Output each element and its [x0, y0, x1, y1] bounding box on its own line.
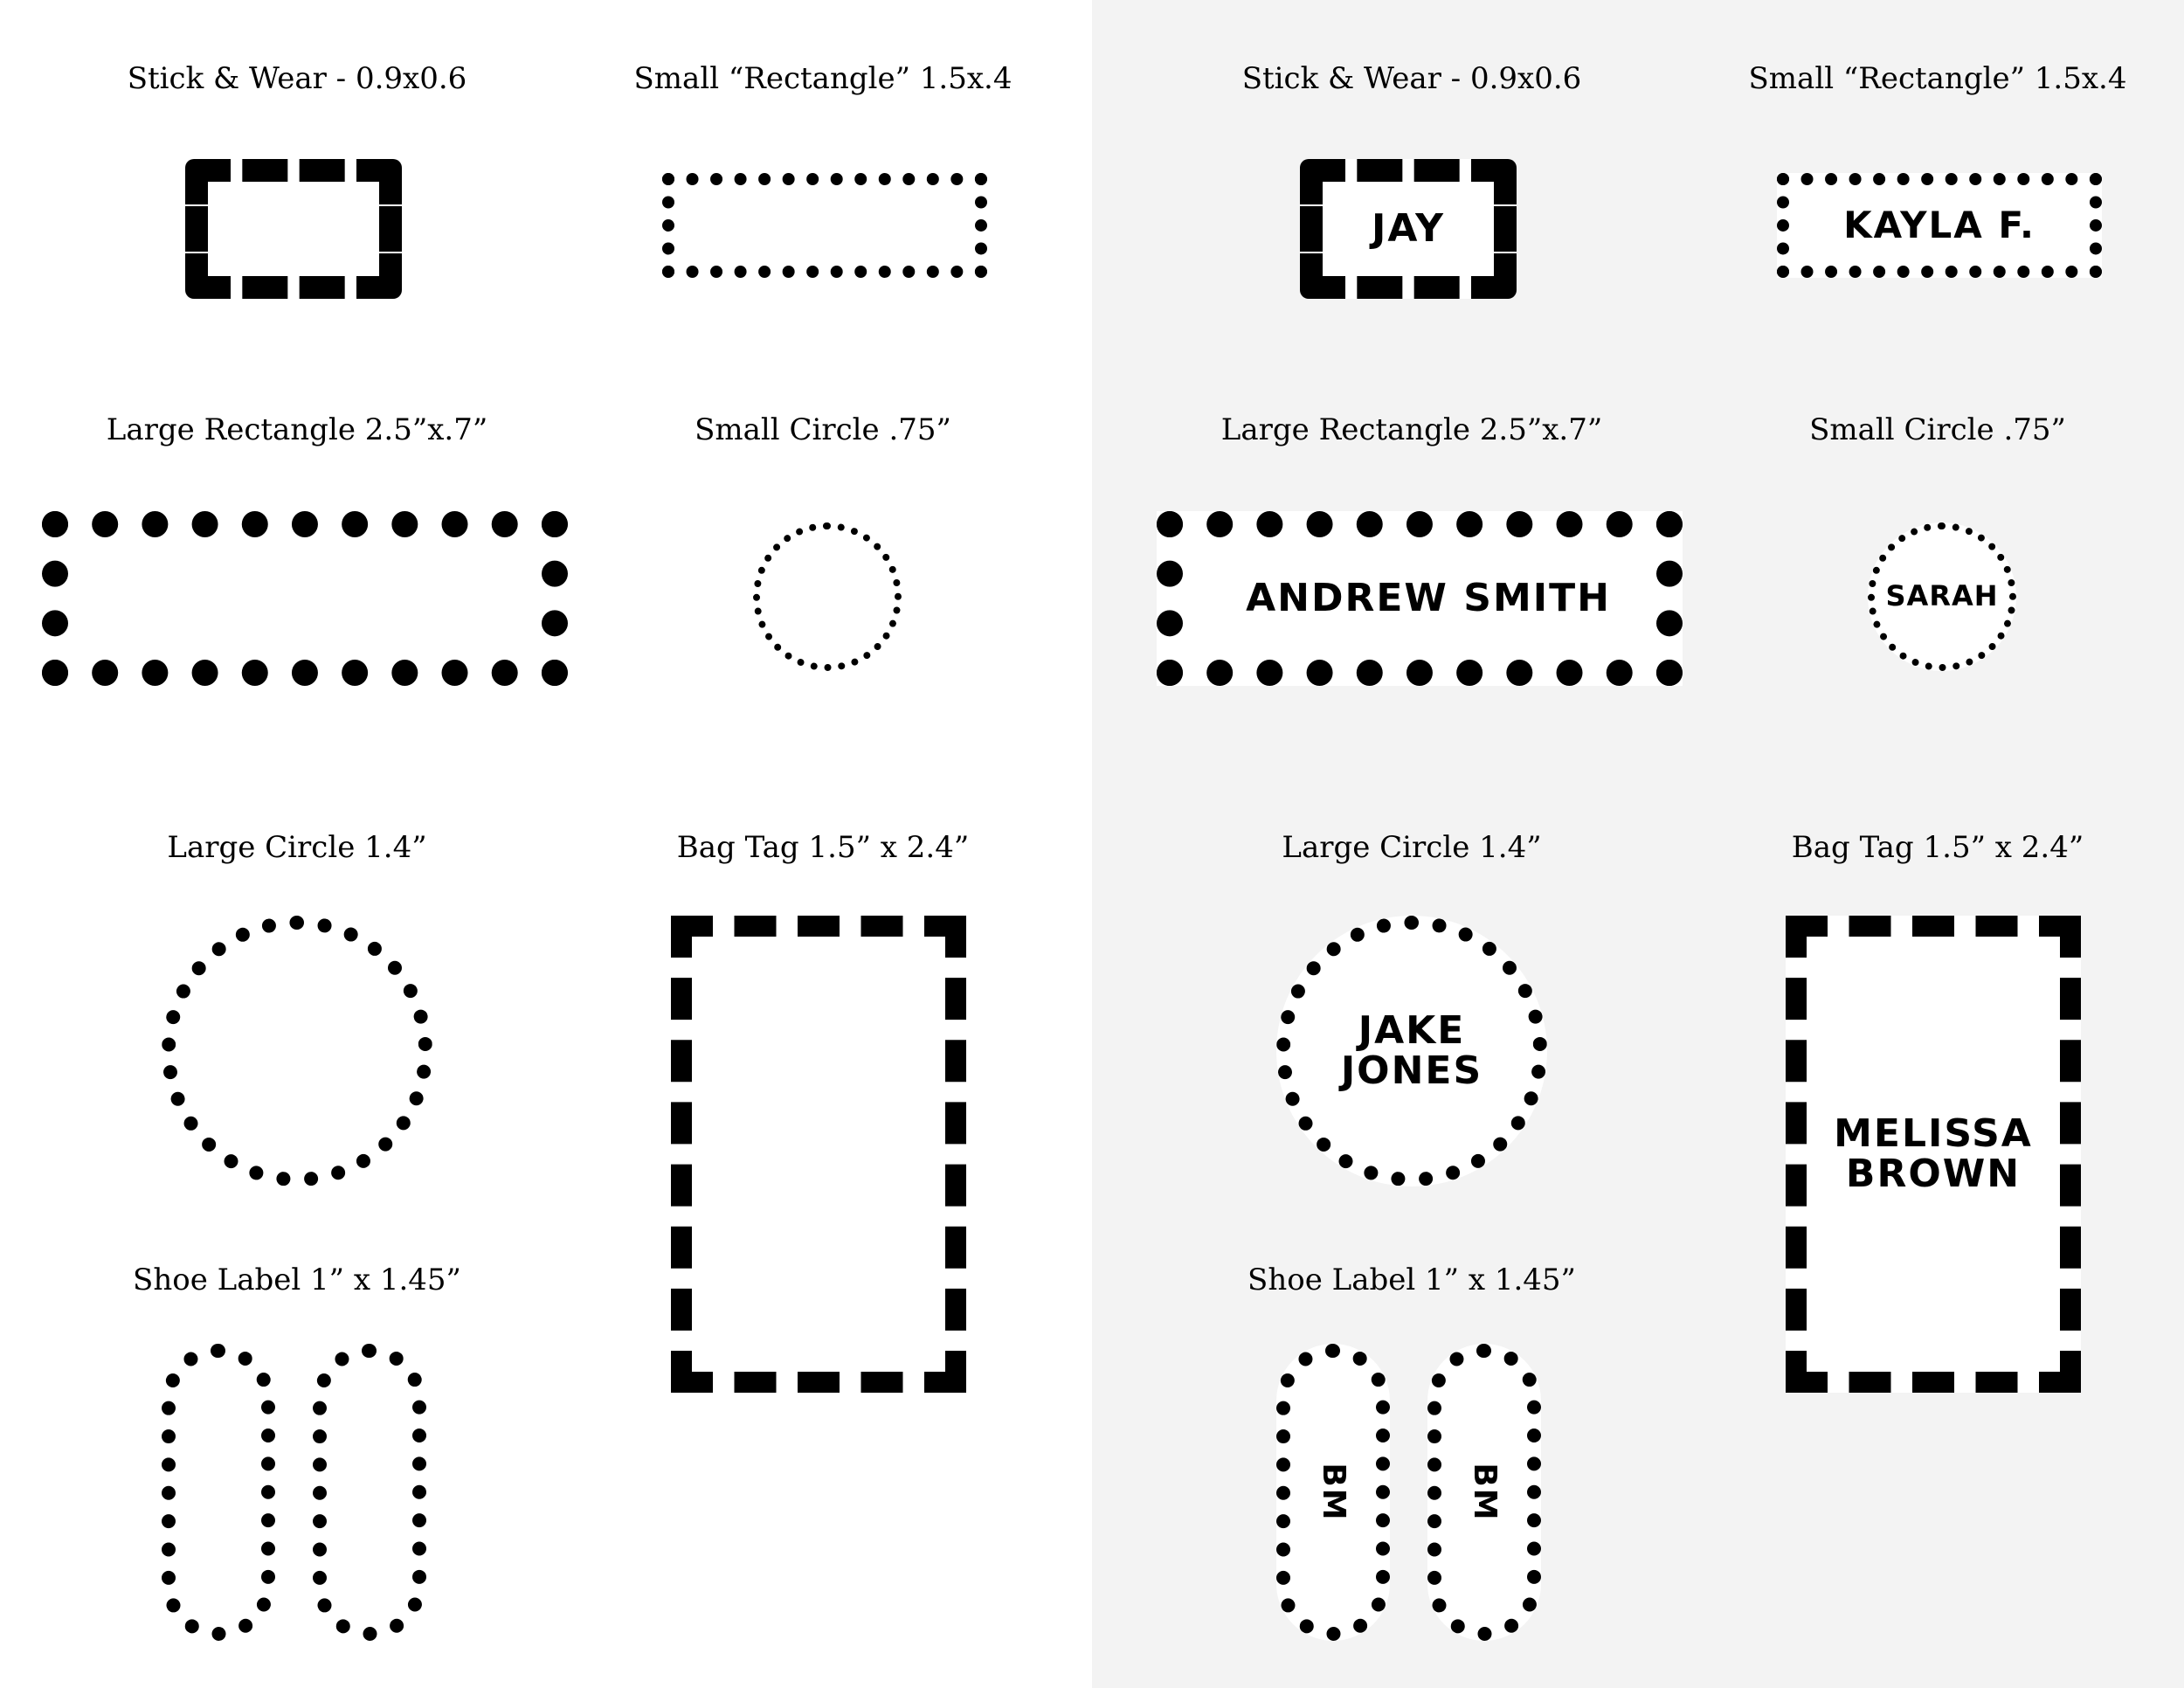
large-rectangle-example-name: ANDREW SMITH: [1246, 575, 1611, 620]
stick-wear-label: [185, 159, 402, 299]
caption-large-circle: Large Circle 1.4”: [167, 830, 427, 865]
small-rectangle-label: [662, 173, 987, 278]
large-circle-label: [162, 916, 432, 1186]
personalized-examples-panel: [1092, 0, 2184, 1688]
large-rectangle-example-label: [1157, 511, 1683, 686]
stick-wear-example-name: JAY: [1371, 205, 1446, 251]
large-rectangle-label: [42, 511, 568, 686]
small-circle-label: [753, 522, 902, 671]
caption-large-rectangle-example: Large Rectangle 2.5”x.7”: [1220, 412, 1603, 447]
shoe-label-example-left: [1276, 1344, 1390, 1641]
small-circle-example-name: SARAH: [1885, 579, 1999, 613]
bag-tag-example-name: MELISSA BROWN: [1834, 1110, 2033, 1196]
large-circle-example-name: JAKE JONES: [1340, 1007, 1483, 1093]
caption-large-circle-example: Large Circle 1.4”: [1282, 830, 1542, 865]
large-circle-example-label: [1276, 916, 1547, 1186]
bag-tag-example-label: [1786, 916, 2081, 1393]
small-rectangle-example-name: KAYLA F.: [1843, 203, 2035, 246]
caption-stick-wear: Stick & Wear - 0.9x0.6: [127, 61, 467, 96]
caption-large-rectangle: Large Rectangle 2.5”x.7”: [106, 412, 488, 447]
caption-shoe-label: Shoe Label 1” x 1.45”: [133, 1263, 461, 1297]
stick-wear-example-label: [1300, 159, 1517, 299]
caption-bag-tag-example: Bag Tag 1.5” x 2.4”: [1791, 830, 2084, 865]
caption-shoe-label-example: Shoe Label 1” x 1.45”: [1248, 1263, 1576, 1297]
shoe-right-initials: BM: [1466, 1463, 1503, 1522]
caption-small-rectangle: Small “Rectangle” 1.5x.4: [633, 61, 1013, 96]
shoe-left-initials: BM: [1315, 1463, 1351, 1522]
caption-stick-wear-example: Stick & Wear - 0.9x0.6: [1241, 61, 1582, 96]
caption-small-circle: Small Circle .75”: [695, 412, 951, 447]
caption-bag-tag: Bag Tag 1.5” x 2.4”: [676, 830, 970, 865]
caption-small-circle-example: Small Circle .75”: [1809, 412, 2066, 447]
shoe-label-example-right: [1427, 1344, 1541, 1641]
caption-small-rectangle-example: Small “Rectangle” 1.5x.4: [1748, 61, 2127, 96]
small-rectangle-example-label: [1777, 173, 2102, 278]
shoe-label-right: [313, 1344, 426, 1641]
bag-tag-label: [671, 916, 966, 1393]
small-circle-example-label: [1868, 522, 2016, 671]
shoe-label-left: [162, 1344, 275, 1641]
